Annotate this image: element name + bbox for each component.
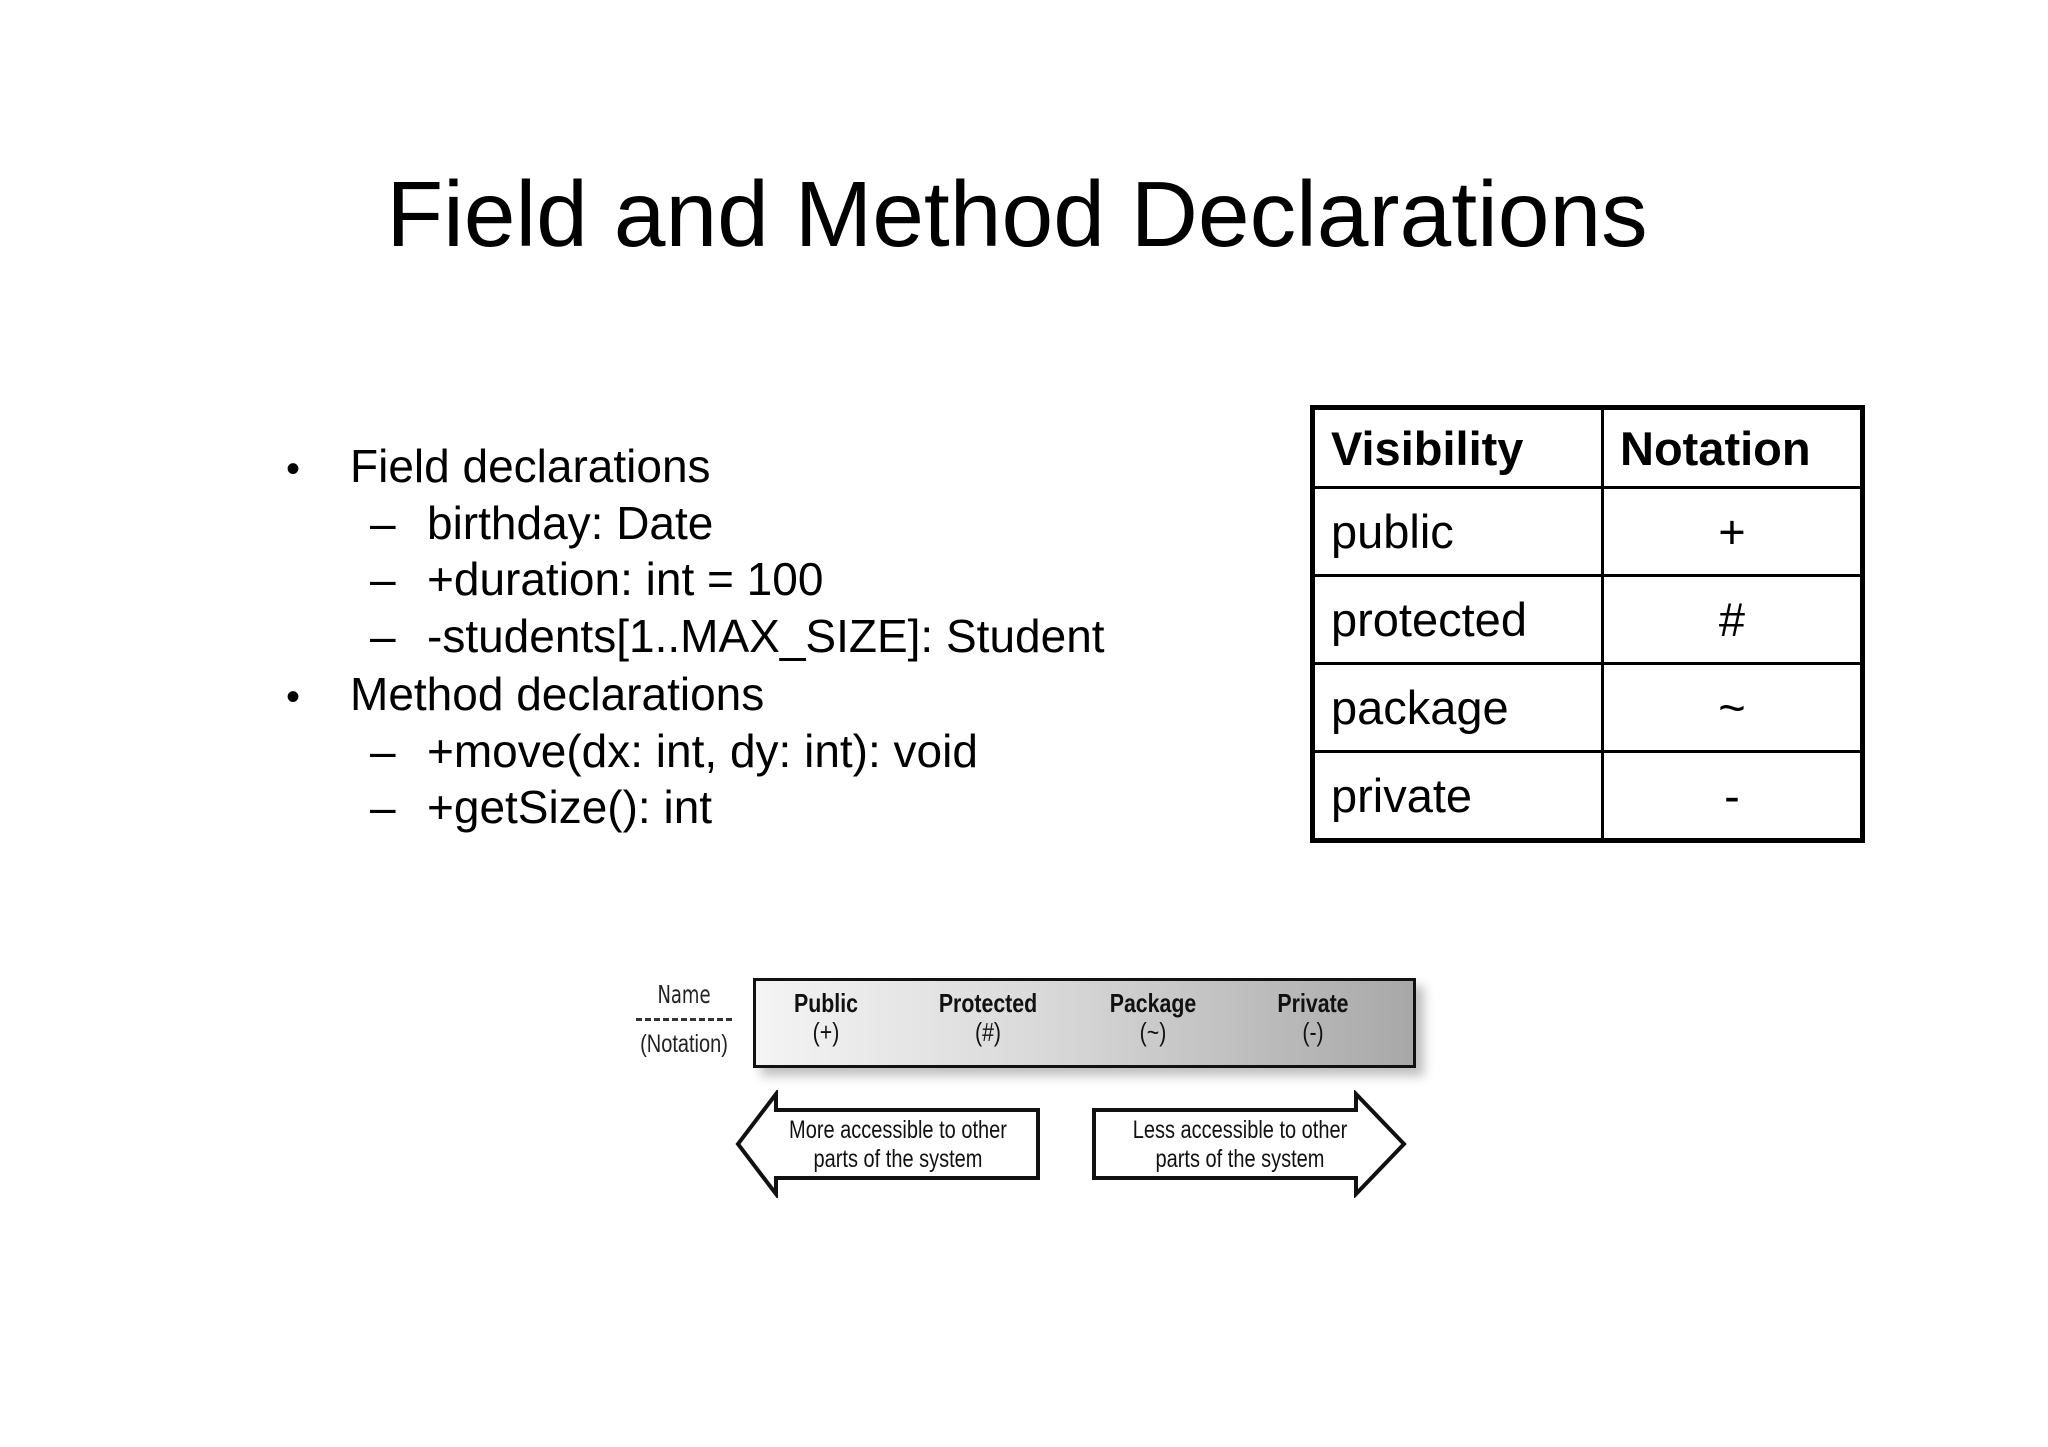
field-item: +duration: int = 100 [427,553,824,605]
dash-icon: – [370,781,396,833]
figure-dashed-divider [636,1018,732,1021]
level-name: Private [1277,988,1349,1018]
notation-cell: # [1603,576,1863,664]
left-arrow-line: More accessible to other [789,1116,1007,1144]
slide-title-text: Field and Method Declarations [386,162,1648,266]
left-arrow-label [786,1116,1010,1174]
dash-icon: – [370,610,396,662]
level-notation: (+) [812,1017,840,1048]
level-name: Public [794,988,858,1018]
dash-icon: – [370,725,396,777]
right-arrow-line: Less accessible to other [1132,1116,1348,1144]
left-arrow-line: parts of the system [813,1144,983,1173]
dash-icon: – [370,553,396,605]
notation-cell: + [1603,488,1863,576]
level-name: Package [1109,988,1197,1018]
table-row [1313,488,1863,576]
visibility-cell: package [1313,664,1603,752]
figure-name-label: Name [657,980,711,1009]
level-package [1104,989,1202,1047]
dash-icon: – [370,497,396,549]
bullet-list [0,0,1200,900]
right-arrow-line: parts of the system [1155,1144,1325,1173]
level-notation: (-) [1302,1017,1324,1048]
field-item: birthday: Date [427,497,714,549]
bullet-icon: • [286,447,301,491]
visibility-spectrum-figure [628,968,1408,1218]
table-header-row [1313,408,1863,488]
visibility-cell: protected [1313,576,1603,664]
level-public [777,989,875,1047]
visibility-column-header: Visibility [1313,408,1603,488]
table-row [1313,664,1863,752]
visibility-gradient-bar [753,978,1416,1068]
table-row [1313,752,1863,841]
level-protected [939,989,1037,1047]
table-row [1313,576,1863,664]
level-notation: (~) [1139,1017,1167,1048]
figure-notation-label: (Notation) [640,1030,728,1058]
method-item: +getSize(): int [427,781,713,833]
field-declarations-heading: Field declarations [350,440,711,492]
level-private [1264,989,1362,1047]
level-notation: (#) [974,1017,1002,1048]
level-name: Protected [938,988,1038,1018]
method-item: +move(dx: int, dy: int): void [427,725,978,777]
notation-cell: ~ [1603,664,1863,752]
visibility-table [1310,405,1865,843]
method-declarations-heading: Method declarations [350,668,765,720]
bullet-icon: • [286,675,301,719]
visibility-cell: private [1313,752,1603,841]
field-item: -students[1..MAX_SIZE]: Student [427,610,1105,662]
notation-column-header: Notation [1603,408,1863,488]
notation-cell: - [1603,752,1863,841]
visibility-cell: public [1313,488,1603,576]
right-arrow-label [1128,1116,1352,1174]
